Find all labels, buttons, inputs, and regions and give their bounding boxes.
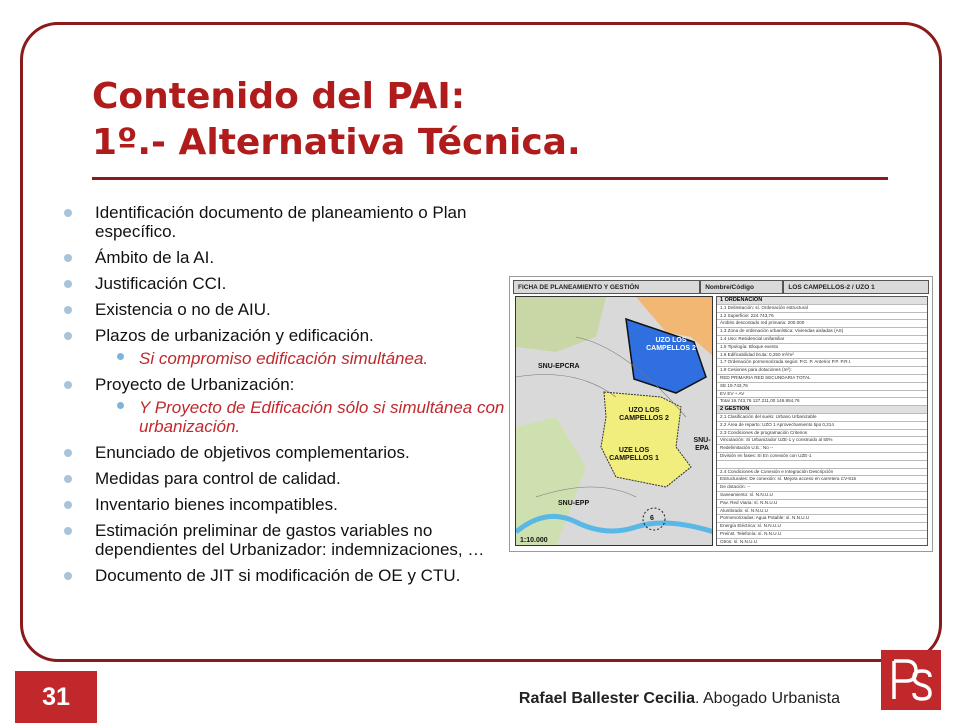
- form-row: 2.2 Área de reparto: UZO 1 Aprovechamiento tipo 0,214: [717, 422, 927, 430]
- planning-form: [716, 296, 928, 546]
- author-credit: [519, 690, 840, 708]
- form-row: Energía Eléctrica: sí. N.N.U.U: [717, 523, 927, 531]
- form-row: Preinst. Telefonía: sí. N.N.U.U: [717, 531, 927, 539]
- map-label-uze: UZE LOS CAMPELLOS 1: [609, 447, 659, 462]
- bullet-item: [62, 495, 510, 514]
- bullet-text: Proyecto de Urbanización:: [95, 375, 295, 394]
- form-section-row: 2 GESTIÓN: [717, 406, 927, 414]
- bullet-dot-icon: [117, 402, 124, 409]
- map-label-uzo-blue: UZO LOS CAMPELLOS 2: [646, 337, 696, 352]
- title-underline: [92, 177, 888, 180]
- ps-logo-mark: [886, 655, 936, 705]
- form-row: Saneamiento: sí. N.N.U.U: [717, 492, 927, 500]
- form-row: De dotación: --: [717, 484, 927, 492]
- form-row: Pav. Red Viaria: sí. N.N.U.U: [717, 500, 927, 508]
- form-row: Estructurales: De conexión: sí. Mejora acceso en carretera CV-815: [717, 476, 927, 484]
- bullet-item: [62, 566, 510, 585]
- sheet-header-left: FICHA DE PLANEAMIENTO Y GESTIÓN: [513, 280, 700, 294]
- bullet-dot-icon: [64, 449, 72, 457]
- title-line-2: 1º.- Alternativa Técnica.: [92, 122, 581, 163]
- bullet-dot-icon: [64, 332, 72, 340]
- bullet-text: Existencia o no de AIU.: [95, 300, 271, 319]
- map-label-parcel: 6: [650, 515, 654, 522]
- form-row: RED PRIMARIA RED SECUNDARIA TOTAL: [717, 375, 927, 383]
- bullet-item: [62, 274, 510, 293]
- bullet-text: Inventario bienes incompatibles.: [95, 495, 338, 514]
- bullet-item: [62, 469, 510, 488]
- map-scale-label: 1:10.000: [520, 537, 548, 544]
- bullet-text: Y Proyecto de Edificación sólo si simultánea con urbanización.: [139, 398, 505, 436]
- bullet-dot-icon: [64, 501, 72, 509]
- sub-bullet-item: [62, 398, 510, 436]
- bullet-item: [62, 443, 510, 462]
- bullet-item: [62, 203, 510, 241]
- bullet-text: Medidas para control de calidad.: [95, 469, 341, 488]
- planning-sheet-image: [509, 276, 933, 552]
- bullet-dot-icon: [64, 527, 72, 535]
- bullet-item: [62, 326, 510, 345]
- bullet-dot-icon: [64, 475, 72, 483]
- sheet-header-right: LOS CAMPELLOS-2 / UZO 1: [783, 280, 929, 294]
- sheet-header-mid: Nombre/Código: [700, 280, 783, 294]
- bullet-dot-icon: [117, 353, 124, 360]
- bullet-text: Ámbito de la AI.: [95, 248, 215, 267]
- map-label-uzo-yellow: UZO LOS CAMPELLOS 2: [619, 407, 669, 422]
- bullet-text: Enunciado de objetivos complementarios.: [95, 443, 410, 462]
- form-section-row: 1 ORDENACIÓN: [717, 297, 927, 305]
- bullet-dot-icon: [64, 306, 72, 314]
- zoning-map: [515, 296, 713, 546]
- bullet-list: [62, 203, 510, 592]
- form-row: Redelimitación U.E.: No --: [717, 445, 927, 453]
- bullet-text: Estimación preliminar de gastos variables no dependientes del Urbanizador: indemnizaciones, …: [95, 521, 485, 559]
- slide-title: [92, 74, 581, 166]
- form-row: EV EV + AV: [717, 391, 927, 399]
- form-row: 1.8 Cesiones para dotaciones (m²):: [717, 367, 927, 375]
- form-row: Pormenorizadas: Agua Potable: sí. N.N.U.U: [717, 515, 927, 523]
- bullet-dot-icon: [64, 572, 72, 580]
- sub-bullet-item: [62, 349, 510, 368]
- form-row: 1.3 Zona de ordenación urbanística: Viviendas aisladas (AS): [717, 328, 927, 336]
- form-row: 1.7 Ordenación pormenorizada según: P.G. P. Anterior P.P. P.R.I.: [717, 359, 927, 367]
- bullet-dot-icon: [64, 254, 72, 262]
- bullet-text: Si compromiso edificación simultánea.: [139, 349, 429, 368]
- form-row: [717, 461, 927, 469]
- bullet-item: [62, 521, 510, 559]
- bullet-dot-icon: [64, 280, 72, 288]
- bullet-item: [62, 300, 510, 319]
- form-row: 1.1 Delimitación: sí. Ordenación estructural: [717, 305, 927, 313]
- form-row: 1.4 Uso: Residencial unifamiliar: [717, 336, 927, 344]
- sheet-header: [513, 280, 929, 294]
- bullet-text: Identificación documento de planeamiento o Plan específico.: [95, 203, 467, 241]
- form-row: 1.5 Tipología: Bloque exento: [717, 344, 927, 352]
- bullet-dot-icon: [64, 381, 72, 389]
- form-row: 2.1 Clasificación del suelo: Urbano Urbanizable: [717, 414, 927, 422]
- ps-logo: [881, 650, 941, 710]
- bullet-text: Justificación CCI.: [95, 274, 227, 293]
- map-label-snu-epa: SNU-EPA: [693, 437, 711, 452]
- form-row: 2.3 Condiciones de programación Criterios: [717, 430, 927, 438]
- form-row: Vinculación: Sí Urbanizador UZE-1 y construido al 50%: [717, 437, 927, 445]
- bullet-text: Documento de JIT si modificación de OE y CTU.: [95, 566, 461, 585]
- form-row: 1.6 Edificabilidad bruta: 0,250 m²/m²: [717, 352, 927, 360]
- form-row: Alumbrado: sí. N.N.U.U: [717, 508, 927, 516]
- author-name: Rafael Ballester Cecilia: [518, 690, 695, 707]
- map-label-snu-epcra: SNU-EPCRA: [538, 363, 580, 370]
- form-row: 1.2 Superficie: 224.743,76: [717, 313, 927, 321]
- bullet-item: [62, 375, 510, 394]
- page-number: 31: [15, 671, 97, 723]
- map-label-snu-epp: SNU-EPP: [558, 500, 590, 507]
- form-row: 2.4 Condiciones de Conexión e Integración Descripción: [717, 469, 927, 477]
- author-role: . Abogado Urbanista: [695, 690, 840, 707]
- form-row: SE 19.743,76: [717, 383, 927, 391]
- form-row: Otros: sí. N.N.U.U: [717, 539, 927, 546]
- title-line-1: Contenido del PAI:: [92, 76, 466, 117]
- bullet-text: Plazos de urbanización y edificación.: [95, 326, 374, 345]
- form-row: Ámbito descontado red primaria: 200.000: [717, 320, 927, 328]
- form-row: Total 19.743,76 127.211,00 146.954,76: [717, 398, 927, 406]
- form-row: División en fases: Sí En conexión con UZE-1: [717, 453, 927, 461]
- bullet-item: [62, 248, 510, 267]
- bullet-dot-icon: [64, 209, 72, 217]
